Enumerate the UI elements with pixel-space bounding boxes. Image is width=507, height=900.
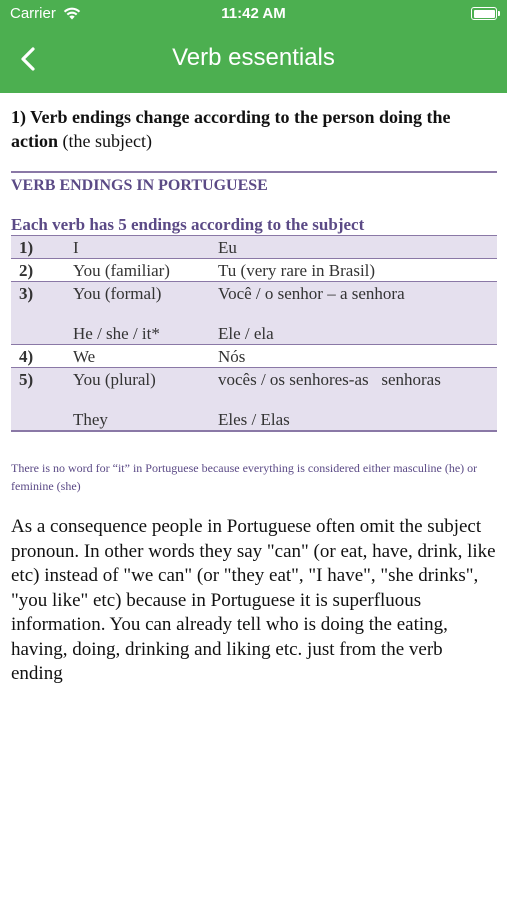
top-bar xyxy=(0,0,507,93)
table-row xyxy=(11,282,497,345)
portuguese-pronoun: vocês / os senhores-as senhoras xyxy=(218,370,441,389)
box-subheading: Each verb has 5 endings according to the subject xyxy=(11,215,365,234)
english-pronoun-second: He / she / it* xyxy=(73,324,160,343)
table-row xyxy=(11,236,497,259)
verb-endings-box xyxy=(11,171,497,432)
portuguese-pronoun: Eu xyxy=(218,238,237,257)
intro-text xyxy=(11,105,496,153)
row-number: 5) xyxy=(19,370,34,389)
body-paragraph: As a consequence people in Portuguese often omit the subject pronoun. In other words they say "can" (or eat, have, drink, like etc) instead of "we can" (or "they eat", "I have", "she drinks", "you like" etc) because in Portuguese it is superfluous information. You can already tell who is doing the eating, having, doing, drinking and liking etc. just from the verb ending xyxy=(11,516,496,684)
intro-bold: 1) Verb endings change according to the person doing the action xyxy=(11,107,451,151)
english-pronoun: You (plural) xyxy=(73,370,156,389)
row-number: 3) xyxy=(19,284,34,303)
english-pronoun: We xyxy=(73,347,96,366)
intro-normal: (the subject) xyxy=(58,131,152,151)
portuguese-pronoun-second: Ele / ela xyxy=(218,324,274,343)
portuguese-pronoun-second: Eles / Elas xyxy=(218,410,290,429)
portuguese-pronoun: Você / o senhor – a senhora xyxy=(218,284,405,303)
battery-icon xyxy=(471,7,497,20)
box-heading: VERB ENDINGS IN PORTUGUESE xyxy=(11,177,268,194)
divider xyxy=(11,171,497,173)
row-number: 4) xyxy=(19,347,34,366)
row-number: 2) xyxy=(19,261,34,280)
clock: 11:42 AM xyxy=(221,5,286,22)
portuguese-pronoun: Tu (very rare in Brasil) xyxy=(218,261,376,280)
endings-table xyxy=(11,235,497,432)
table-row xyxy=(11,345,497,368)
table-row xyxy=(11,368,497,432)
row-number: 1) xyxy=(19,238,34,257)
carrier-label: Carrier xyxy=(10,5,56,22)
english-pronoun: I xyxy=(73,238,79,257)
english-pronoun: You (familiar) xyxy=(73,261,170,280)
status-bar xyxy=(0,0,507,28)
portuguese-pronoun: Nós xyxy=(218,347,246,366)
footnote: There is no word for “it” in Portuguese because everything is considered either masculine (he) or feminine (she) xyxy=(11,461,478,493)
english-pronoun-second: They xyxy=(73,410,108,429)
table-row xyxy=(11,259,497,282)
english-pronoun: You (formal) xyxy=(73,284,162,303)
page-title: Verb essentials xyxy=(172,44,335,71)
